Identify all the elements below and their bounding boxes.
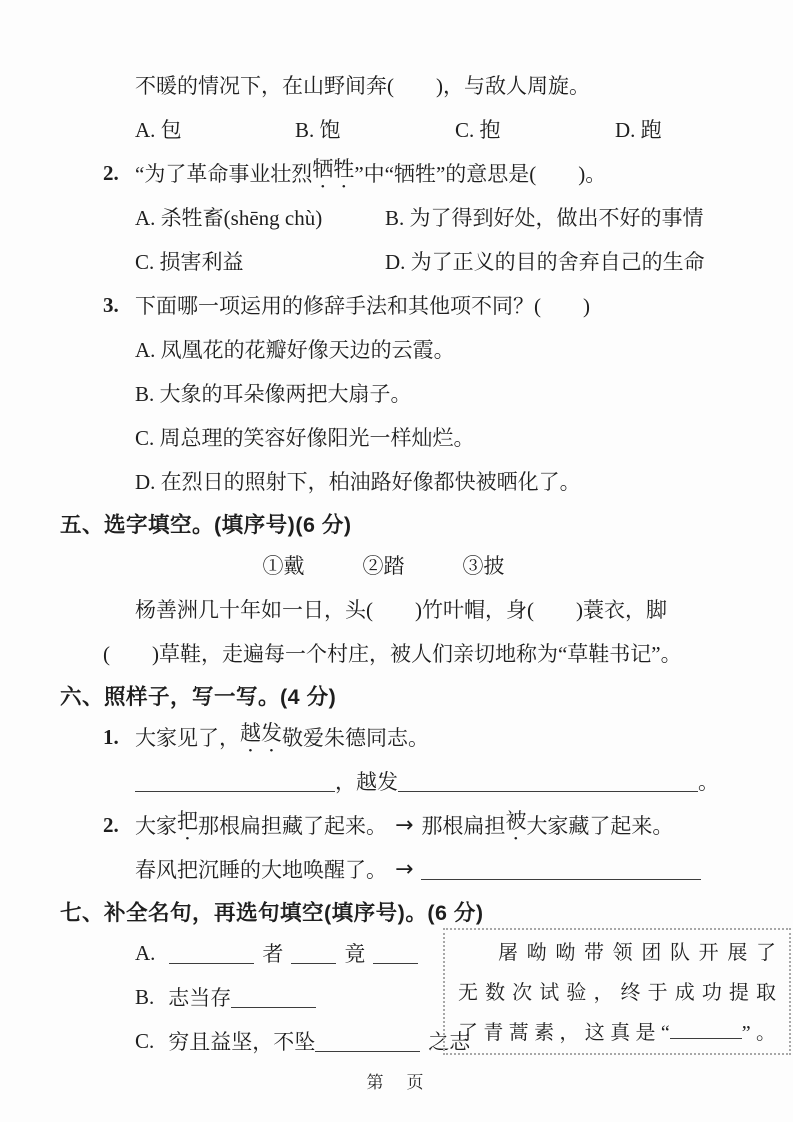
- option-c: C. 抱: [455, 118, 501, 142]
- example-pre: 大家见了，: [135, 726, 240, 750]
- stem-text: 不暖的情况下，在山野间奔( )，与敌人周旋。: [135, 74, 590, 98]
- context-line-3: [458, 1013, 776, 1053]
- item-label: C.: [135, 1028, 155, 1053]
- q-continuation-stem: [60, 63, 737, 107]
- option-d: D. 为了正义的目的舍弃自己的生命: [385, 250, 705, 274]
- sentence-text: ( )草鞋，走遍每一个村庄，被人们亲切地称为“草鞋书记”。: [103, 642, 682, 666]
- example-emphasized: 越发: [240, 721, 282, 745]
- context-text: ”。: [741, 1022, 776, 1044]
- example-post: 敬爱朱德同志。: [282, 726, 429, 750]
- fixed-text: 之志: [428, 1030, 471, 1054]
- fixed-text: 竟: [344, 942, 366, 966]
- stem-post: ”中“牺牲”的意思是( )。: [354, 162, 607, 186]
- question-3-option-d: [60, 459, 737, 503]
- heading-text: 五、选字填空。(填序号)(6 分): [60, 512, 352, 537]
- item-number: 1.: [103, 724, 119, 749]
- answer-blank: [231, 986, 316, 1008]
- item-number: 2.: [103, 812, 119, 837]
- section-5-choices: [60, 543, 737, 587]
- fixed-text: 者: [262, 942, 284, 966]
- answer-blank: [373, 942, 418, 964]
- question-3-stem: [60, 283, 737, 327]
- context-text: 屠呦呦带领团队开展了: [498, 942, 776, 964]
- connector-text: ，越发: [335, 770, 398, 794]
- item-label: A.: [135, 940, 156, 965]
- option-a: A. 杀牲畜(shēng chù): [135, 206, 323, 230]
- question-3-option-a: [60, 327, 737, 371]
- context-line-2: [458, 973, 776, 1013]
- arrow-icon: →: [395, 856, 414, 882]
- stem-emphasized: 牺牲: [312, 157, 355, 181]
- worksheet-body: [60, 63, 737, 1063]
- section-7-context-box: [443, 928, 791, 1055]
- question-2-options-ab: [60, 195, 737, 239]
- section-6-heading: [60, 675, 737, 715]
- option-a: A. 包: [135, 118, 182, 142]
- question-number: 2.: [103, 160, 119, 185]
- option-a: A. 凤凰花的花瓣好像天边的云霞。: [135, 338, 455, 362]
- choice-3: ③披: [462, 554, 505, 578]
- heading-text: 六、照样子，写一写。(4 分): [60, 684, 337, 709]
- period-text: 。: [698, 770, 719, 794]
- answer-blank: [670, 1019, 742, 1039]
- choice-2: ②踏: [362, 554, 405, 578]
- question-2-stem: [60, 151, 737, 195]
- section-6-item-2-example: [60, 803, 737, 847]
- result-post: 大家藏了起来。: [526, 814, 674, 838]
- fixed-text: 穷且益坚，不坠: [168, 1030, 316, 1054]
- option-b: B. 为了得到好处，做出不好的事情: [385, 206, 704, 230]
- context-text: 了青蒿素，这真是“: [458, 1022, 670, 1044]
- section-5-sentence-line-2: [60, 631, 737, 675]
- question-number: 3.: [103, 292, 119, 317]
- question-2-options-cd: [60, 239, 737, 283]
- answer-blank: [169, 942, 254, 964]
- stem-pre: “为了革命事业壮烈: [135, 162, 313, 186]
- section-6-item-1-example: [60, 715, 737, 759]
- heading-text: 七、补全名句，再选句填空(填序号)。(6 分): [60, 900, 484, 925]
- option-c: C. 周总理的笑容好像阳光一样灿烂。: [135, 426, 475, 450]
- result-pre: 那根扁担: [421, 814, 506, 838]
- item-label: B.: [135, 984, 155, 1009]
- q-continuation-options: [60, 107, 737, 151]
- fixed-text: 志当存: [168, 986, 232, 1010]
- answer-blank: [398, 770, 698, 792]
- example-pre: 大家: [135, 814, 177, 838]
- question-3-option-b: [60, 371, 737, 415]
- context-text: 无数次试验，终于成功提取: [458, 982, 776, 1004]
- arrow-icon: →: [395, 812, 414, 838]
- page-number-label: 第 页: [366, 1073, 427, 1092]
- answer-blank: [315, 1030, 420, 1052]
- answer-blank: [421, 858, 701, 880]
- example-mid: 那根扁担藏了起来。: [198, 814, 387, 838]
- sentence-text: 春风把沉睡的大地唤醒了。: [135, 858, 387, 882]
- context-line-1: [458, 933, 776, 973]
- answer-blank: [291, 942, 336, 964]
- section-5-heading: [60, 503, 737, 543]
- answer-blank: [135, 770, 335, 792]
- choice-1: ①戴: [262, 554, 305, 578]
- option-d: D. 在烈日的照射下，柏油路好像都快被晒化了。: [135, 470, 581, 494]
- example-emphasized: 把: [177, 809, 198, 833]
- section-5-sentence-line-1: [60, 587, 737, 631]
- result-emphasized: 被: [505, 809, 527, 833]
- section-7-heading: [60, 891, 737, 931]
- option-b: B. 大象的耳朵像两把大扇子。: [135, 382, 412, 406]
- section-6-item-1-fill-line: [60, 759, 737, 803]
- stem-text: 下面哪一项运用的修辞手法和其他项不同？( ): [135, 294, 590, 318]
- option-d: D. 跑: [615, 118, 662, 142]
- question-3-option-c: [60, 415, 737, 459]
- option-c: C. 损害利益: [135, 250, 244, 274]
- section-6-item-2-fill-line: [60, 847, 737, 891]
- sentence-text: 杨善洲几十年如一日，头( )竹叶帽，身( )蓑衣，脚: [135, 598, 667, 622]
- page-footer: [0, 1068, 793, 1093]
- option-b: B. 饱: [295, 118, 341, 142]
